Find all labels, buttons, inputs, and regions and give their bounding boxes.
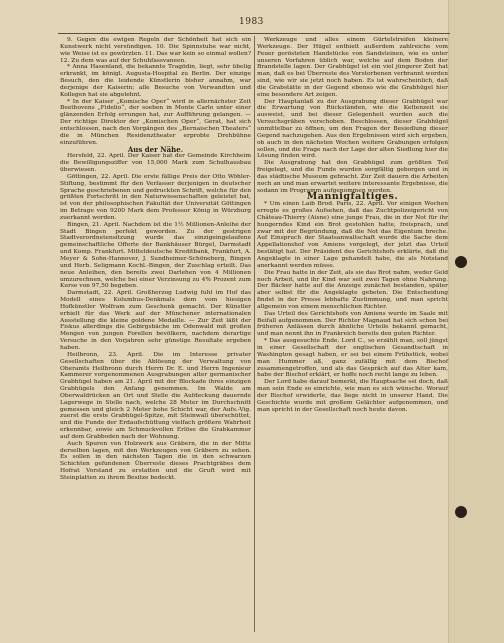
paragraph: * Anna Hasenland, die bekannte Tragödin, liegt, sehr übelig erkrankt, im königl. Augusta-Hospital zu Berlin. Der einzige Besuch, den die leidende Künstlerin bisher annahm, war derjenige der Kaiserin; alle Besuche von Verwandten und Kollegen hat sie abgelehnt.: [60, 64, 251, 98]
paragraph: Heilbronn, 23. April. Die im Interesse privater Gesellschaften über die Ablösung der Verwaltung von Oberamts Heilbronn durch Herrn Dr. E. und Herrn Ingenieur Kammerer vorgenommenen Ausgrabungen alter germanischer Grabhügel haben am 21. April mit der Blockade ihres einzigen Grabhügels den Anfang genommen. Im Walde am Oberwaldrücken an Ort und Stelle die Aufdeckung dauernde Lagerwege in Stelle nach, welche 28 Meter im Durchschnitt gemessen und gleich 2 Meter hohe Schicht war, der Aufs.-Vig. zuerst die erste Grabhügel-Spitze, mit Steinwall überschüttet, und die Funde der Erdaufschüttung vielfach größere Wahrheit erkennbar, sowie am Schmuckvollen Erlöse die Grabkammer auf dem Grabboden nach der Wohnung.: [60, 351, 251, 440]
paragraph: Der Hauptanlaß zu der Ausgrabung dieser Grabhügel war die Erwartung von Rückständen, wie die Keltenzeit sie ausweist, und bei dieser Gelegenheit wurden auch die Versuchsgräben verschoben. Beschlossen, dieser Grabhügel unmittelbar zu öffnen, um den Fragen der Besiedlung dieser Gegend nachzugehen. Aus den Ergebnissen wird sich ergeben, ob auch in den nächsten Wochen weitere Grabungen erfolgen sollen, und die Frage nach der Lage der alten Siedlung hier die Lösung finden wird.: [257, 98, 448, 160]
section-heading-aus-der-naehe: Aus der Nähe.: [127, 144, 184, 154]
paragraph: * Das ausgesuchte Ende. Lord C., so erzählt man, soll jüngst in einer Gesellschaft der englischen Gesandtschaft in Washington gesagt haben, er sei bei einem Frühstück, wobei man Hummer aß, ganz zufällig mit dem Bischof zusammengetroffen, und als das Gespräch auf das Alter kam, habe der Bischof erklärt, er hoffe noch recht lange zu leben.: [257, 338, 448, 379]
paragraph: Die Ausgrabung hat den Grabhügel zum größten Teil freigelegt, und die Funde wurden sorgfältig geborgen und in das städtische Museum gebracht. Zur Zeit dauern die Arbeiten noch an und man erwartet weitere interessante Ergebnisse, die sodann im Programm aufgenommen werden.: [257, 160, 448, 194]
page-edge-line: [448, 0, 449, 643]
paragraph: Hersfeld, 22. April. Der Kaiser hat der Gemeinde Kirchheim die Bewilligungsziffer von 15,000 Mark zum Schulhausbau überwiesen.: [60, 153, 251, 174]
paragraph: Bingen, 21. April. Nachdem ist die 1½ Millionen-Anleihe der Stadt Bingen perfekt geworden. Zu der gestrigen Stadtverordnetensitzung wurde das einzigeingelaufene gemeinschaftliche Offerte der Bankhäuser Bürgel, Darmstadt und Komp. Frankfurt. Mitteldeutsche Kreditbank, Frankfurt, A. Meyer & Sohn-Hannover, J. Sundheimer-Schöneberg, Bingen und Herb. Seligmann Kochl.-Bingen, der Zuschlag erteilt. Das neue Anleihen, den bereits zwei Darlehen von 4 Millionen umzurechnen, welche bei einer Verzinsung zu 4% Prozent zum Kurse von 97,50 begeben.: [60, 221, 251, 290]
paragraph: * In der Kaiser „Komische Oper“ wird in allernächster Zeit Beethovens „Fidelio“, der soeben in Monte Carlo unter einer glänzenden Erfolg errungen hat, zur Aufführung gelangen. — Der richtige Direktor der „Komischen Oper“, Gerat, hat sich entschlossen, nach den Vorgängen des „Bernaischen Theaters“ die in München Residenztheater erprobte Drehbühne einzuführen.: [60, 98, 251, 146]
paragraph: Die Frau hatte in der Zeit, als sie das Brot nahm, weder Geld noch Arbeit, und ihr Kind war seit zwei Tagen ohne Nahrung. Der Bäcker hatte auf die Anzeige zunächst bestanden, später aber selbst für die Angeklagte gebeten. Die Entscheidung findet in der Presse lebhafte Zustimmung, und man spricht allgemein von einem menschlichen Richter.: [257, 269, 448, 310]
binding-hole: [455, 256, 467, 268]
header-rule: [58, 33, 450, 34]
paragraph: Werkzeuge und alles einem Gürtelstreifen kleinere Werkzeuge. Der Hügel enthielt außerdem zahlreiche vom Feuer gerösteten Handstücke von Sandsteinen, wie es unter unseren Vorfahren üblich war, welche auf dem Boden der Brandstelle lagen. Der Grabhügel ist ein viel jüngerer Zeit hat man, daß es bei Überreste des Verstorbenen verbrannt worden sind, wie wir sie jetzt noch haben. Es ist wahrscheinlich, daß die Grabstätte in der Gegend ebenso wie die Grabhügel hier eine besondere Art zeigen.: [257, 37, 448, 98]
paragraph: Göttingen, 22. April. Die erste fällige Preis der Otto Wöhler-Stiftung, bestimmt für den Verfasser derjenigen in deutscher Sprache geschriebenen und gedruckten Schrift, welche für den größten Fortschritt in den Naturwissenschaften geleistet hat, ist von der philosophischen Fakultät der Universität Göttingen im Betrage von 9200 Mark dem Professor König in Würzburg zuerkannt worden.: [60, 173, 251, 221]
paragraph: Darmstadt, 22. April. Großherzog Ludwig fuhl im Hof das Modell eines Kolumbus-Denkmals dem vom hiesigen Hofkünstler Wolfram zum Geschenk gemacht. Der Künstler erhielt für das Werk auf der Münchener internationalen Ausstellung die kleine goldene Medaille. — Zur Zeit läßt der Fiskus allerdings die Gebirgsbäche im Odenwald mit großen Mengen von jungen Forellen bevölkern, nachdem derartige Versuche in den Vorjahren sehr günstige Resultate ergeben haben.: [60, 290, 251, 351]
paragraph: * Um einen Laib Brod. Paris, 22. April. Vor einigen Wochen erregte es großes Aufsehen, daß das Zuchtpolizeigericht von Château-Thierry (Aisne) eine junge Frau, die in der Not für ihr hungerndes Kind ein Brot gestohlen hatte, freisprach, und zwar mit der Begründung, daß die Not das Eigentum breche. Auf Einspruch der Staatsanwaltschaft wurde die Sache dem Appellationshof von Amiens vorgelegt, der jetzt das Urteil bestätigt hat. Der Präsident des Gerichtshofs erklärte, daß die Angeklagte in einer Lage gehandelt habe, die als Notstand anerkannt werden müsse.: [257, 201, 448, 269]
left-column: [60, 37, 251, 482]
paragraph: Der Lord habe darauf bemerkt, die Hauptsache sei doch, daß man sein Ende so einrichte, wie man es sich wünsche. Worauf der Bischof erwiderte, das liege nicht in unserer Hand. Die Geschichte wurde mit großem Gelächter aufgenommen, und man spricht in der Gesellschaft noch heute davon.: [257, 379, 448, 413]
column-divider: [254, 36, 255, 632]
section-heading-mannigfaltiges: Mannigfaltiges.: [306, 191, 399, 203]
right-column: [257, 37, 448, 413]
binding-hole: [455, 506, 467, 518]
paragraph: 9. Gegen die ewigen Regeln der Schönheit hat sich ein Kunstwerk nicht versündigen. 10. Die Spinnstube war nicht, wie Weise ist es gewürzten. 11. Das war kein so einmal wollen? 12. Zu dem was auf der Schuhfassvaneen.: [60, 37, 251, 64]
paragraph: Auch Spuren von Holzwerk aus Gräbern, die in der Mitte derselben lagen, mit den Werkzeugen von Gräbern zu sehen. Es sollen in den nächsten Tagen die in den schwarzen Schichten gefundenen Überreste dieses Prachtgräbes dem Hofrat Vorstand zu erstatten und die Gruft wird mit Steinplatten zu ihrem Besitze bedeckt.: [60, 440, 251, 481]
page-number: 1983: [239, 17, 264, 27]
paragraph: Das Urteil des Gerichtshofs von Amiens wurde im Saale mit Beifall aufgenommen. Der Richter Magnaud hat sich schon bei früheren Anlässen durch ähnliche Urteile bekannt gemacht, und man nennt ihn in Frankreich bereits den guten Richter.: [257, 310, 448, 338]
